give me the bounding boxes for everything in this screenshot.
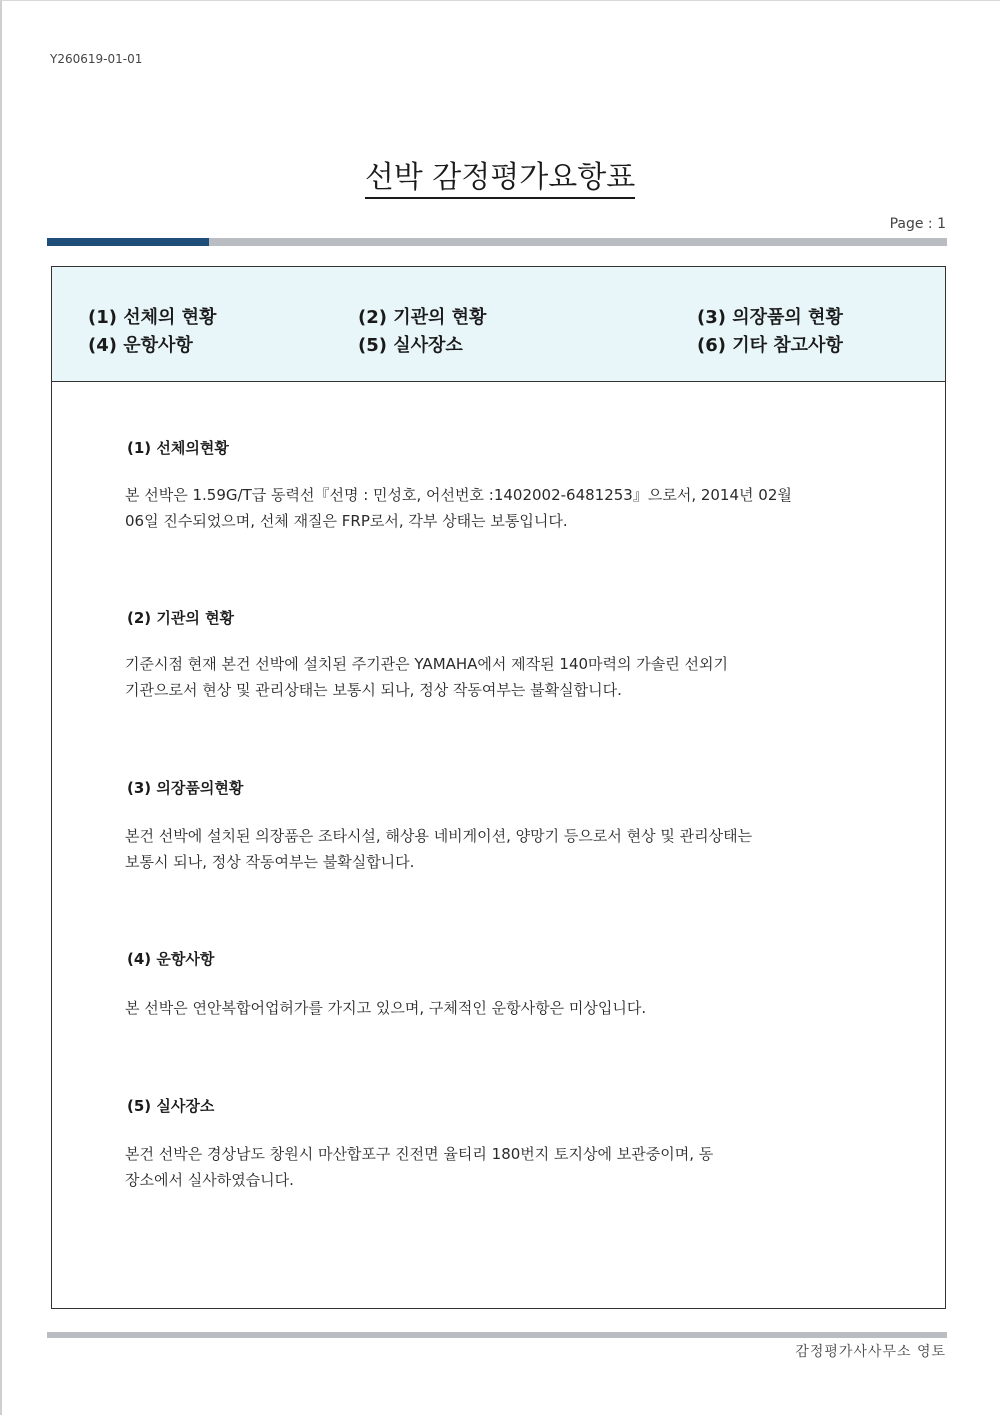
section-body-hull bbox=[125, 482, 925, 534]
section-line: 본 선박은 연안복합어업허가를 가지고 있으며, 구체적인 운항사항은 미상입니다. bbox=[125, 999, 647, 1017]
toc-item-operation: (4) 운항사항 bbox=[88, 335, 193, 356]
section-line: 본 선박은 1.59G/T급 동력선『선명 : 민성호, 어선번호 :1402002-6481253』으로서, 2014년 02월 bbox=[125, 486, 792, 504]
content-frame bbox=[51, 266, 946, 1309]
section-line: 보통시 되나, 정상 작동여부는 불확실합니다. bbox=[125, 853, 415, 871]
toc-item-hull: (1) 선체의 현황 bbox=[88, 307, 217, 328]
document-id: Y260619-01-01 bbox=[50, 52, 143, 66]
section-line: 06일 진수되었으며, 선체 재질은 FRP로서, 각부 상태는 보통입니다. bbox=[125, 512, 568, 530]
section-body-inspection-site bbox=[125, 1141, 925, 1193]
section-line: 본건 선박은 경상남도 창원시 마산합포구 진전면 율티리 180번지 토지상에 보관중이며, 동 bbox=[125, 1145, 714, 1163]
footer-office-name: 감정평가사사무소 영토 bbox=[795, 1344, 946, 1360]
toc-item-inspection-site: (5) 실사장소 bbox=[358, 335, 463, 356]
footer-rule bbox=[47, 1332, 947, 1338]
section-body-engine bbox=[125, 651, 925, 703]
section-line: 본건 선박에 설치된 의장품은 조타시설, 해상용 네비게이션, 양망기 등으로서 현상 및 관리상태는 bbox=[125, 827, 753, 845]
page-number: Page : 1 bbox=[889, 216, 946, 232]
section-title-engine: (2) 기관의 현황 bbox=[127, 609, 235, 627]
section-title-hull: (1) 선체의현황 bbox=[127, 439, 229, 457]
table-of-contents bbox=[52, 267, 945, 382]
document-title bbox=[0, 152, 1000, 196]
section-body-operation bbox=[125, 995, 925, 1021]
toc-item-equipment: (3) 의장품의 현황 bbox=[697, 307, 843, 328]
header-rule bbox=[47, 238, 947, 246]
document-title-text: 선박 감정평가요항표 bbox=[365, 160, 635, 199]
section-title-equipment: (3) 의장품의현황 bbox=[127, 779, 244, 797]
section-line: 기관으로서 현상 및 관리상태는 보통시 되나, 정상 작동여부는 불확실합니다. bbox=[125, 681, 622, 699]
section-body-equipment bbox=[125, 823, 925, 875]
toc-item-engine: (2) 기관의 현황 bbox=[358, 307, 487, 328]
header-rule-accent bbox=[47, 238, 209, 246]
section-title-inspection-site: (5) 실사장소 bbox=[127, 1097, 215, 1115]
toc-item-other-notes: (6) 기타 참고사항 bbox=[697, 335, 843, 356]
section-line: 기준시점 현재 본건 선박에 설치된 주기관은 YAMAHA에서 제작된 140마력의 가솔린 선외기 bbox=[125, 655, 728, 673]
section-title-operation: (4) 운항사항 bbox=[127, 950, 215, 968]
section-line: 장소에서 실사하였습니다. bbox=[125, 1171, 294, 1189]
